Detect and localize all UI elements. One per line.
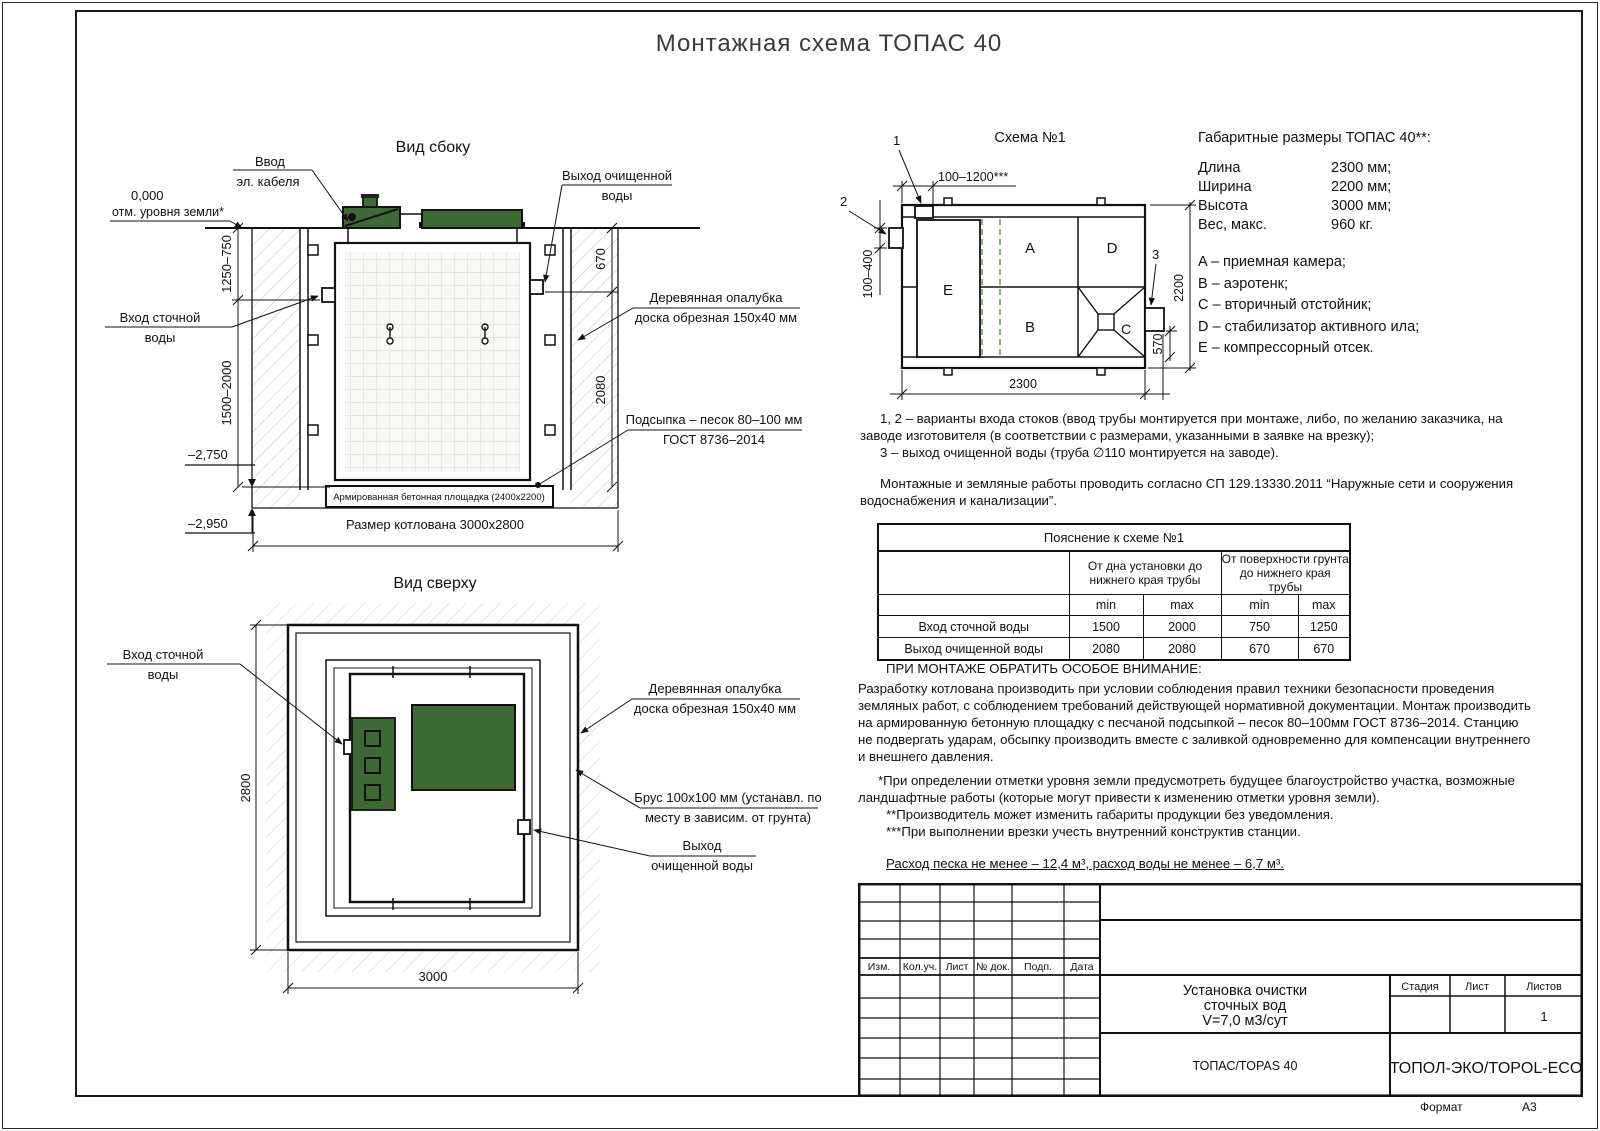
scheme-structure	[889, 198, 1164, 375]
svg-text:Дата: Дата	[1070, 961, 1094, 973]
dim-row: Вес, макс. 960 кг.	[1198, 217, 1374, 233]
svg-text:V=7,0 м3/сут: V=7,0 м3/сут	[1202, 1013, 1288, 1029]
svg-text:№ док.: № док.	[976, 961, 1010, 973]
compartment-legend: A – приемная камера; B – аэротенк; C – вторичный отстойник; D – стабилизатор активного ила; E – компрессорный отсек.	[1198, 254, 1420, 356]
svg-text:Подсыпка – песок 80–100 мм: Подсыпка – песок 80–100 мм	[625, 412, 803, 427]
attention-body: Разработку котлована производить при условии соблюдения правил техники безопасности проведения земляных работ, с соблюдением требований действующей нормативной документации. Монтаж производить на армированную бетонную площадку с песчаной подсыпкой – песок 80–100мм ГОСТ 8736–2014. Станцию не подвергать ударам, обсыпку производить вместе с заливкой одновременно для компенсации внутреннего и внешнего давления.	[858, 681, 1531, 764]
level-marks	[185, 447, 256, 533]
note-sp: Монтажные и земляные работы проводить согласно СП 129.13330.2011 “Наружные сети и сооружения водоснабжения и канализации”.	[860, 476, 1514, 508]
footnote-3: ***При выполнении врезки учесть внутренний конструктив станции.	[886, 824, 1301, 839]
svg-text:E: E	[942, 282, 954, 299]
model-name: ТОПАС/TOPAS 40	[1192, 1059, 1298, 1073]
dim-2800: 2800	[238, 773, 253, 803]
consumption-note: Расход песка не менее – 12,4 м³, расход воды не менее – 6,7 м³.	[886, 856, 1284, 871]
company-name: ТОПОЛ-ЭКО/TOPOL-ECO	[1389, 1060, 1583, 1077]
overall-title: Габаритные размеры ТОПАС 40**:	[1198, 130, 1431, 146]
svg-text:доска обрезная 150х40 мм: доска обрезная 150х40 мм	[634, 310, 798, 325]
footnote-1: *При определении отметки уровня земли предусмотреть будущее благоустройство участка, возможные ландшафтные работы (которые могут привести к изменению отметки уровня земли).	[858, 773, 1515, 805]
max-header: max	[1143, 595, 1221, 616]
svg-text:воды: воды	[601, 188, 633, 203]
svg-text:Вход сточной: Вход сточной	[119, 310, 201, 325]
table-title: Пояснение к схеме №1	[878, 524, 1350, 551]
min-header: min	[1069, 595, 1143, 616]
svg-text:Лист: Лист	[945, 961, 969, 973]
max-header: max	[1298, 595, 1350, 616]
side-view-structure	[205, 214, 700, 508]
attention-block	[858, 660, 1536, 872]
dim-3000: 3000	[418, 969, 448, 984]
sheet-header: Лист	[1465, 981, 1489, 993]
svg-text:A: A	[1024, 240, 1036, 257]
notes-block	[860, 410, 1528, 509]
dim-row: Длина 2300 мм;	[1198, 160, 1392, 176]
table-row: Выход очищенной воды 2080 2080 670 670	[878, 638, 1350, 661]
svg-text:–2,750: –2,750	[188, 447, 228, 462]
table-row: Вход сточной воды 1500 2000 750 1250	[878, 616, 1350, 638]
svg-text:0,000: 0,000	[131, 188, 164, 203]
svg-text:Выход очищенной: Выход очищенной	[561, 168, 673, 183]
pit-size-label: Размер котлована 3000х2800	[345, 517, 525, 532]
footnote-2: **Производитель может изменить габариты продукции без уведомления.	[886, 807, 1334, 822]
title-block	[858, 883, 1583, 1097]
svg-text:C: C	[1120, 321, 1132, 337]
dim-left-top: 1250–750	[219, 235, 234, 293]
side-view-drawing	[80, 120, 830, 565]
table-group1: От дна установки до нижнего края трубы	[1069, 551, 1221, 595]
explanation-table	[877, 523, 1351, 661]
svg-text:Кол.уч.: Кол.уч.	[902, 961, 938, 973]
svg-text:Подп.: Подп.	[1024, 961, 1052, 973]
sheets-header: Листов	[1526, 981, 1562, 993]
revision-headers	[868, 961, 1094, 973]
tank-covers	[343, 194, 525, 228]
svg-text:Установка очистки: Установка очистки	[1182, 983, 1308, 999]
svg-text:сточных вод: сточных вод	[1203, 998, 1287, 1014]
table-group2: От поверхности грунта до нижнего края трубы	[1221, 552, 1349, 594]
dim-570: 570	[1151, 333, 1165, 355]
product-title	[1183, 983, 1307, 1029]
stage-header: Стадия	[1401, 981, 1439, 993]
scheme-drawing	[820, 125, 1220, 415]
dim-2200: 2200	[1172, 274, 1186, 302]
svg-text:Деревянная опалубка: Деревянная опалубка	[648, 681, 782, 696]
scheme-title: Схема №1	[994, 130, 1066, 146]
dim-left-bottom: 1500–2000	[219, 360, 234, 426]
sheet-title: Монтажная схема ТОПАС 40	[655, 30, 1003, 57]
slab-label: Армированная бетонная площадка (2400х2200)	[333, 492, 545, 503]
svg-text:–2,950: –2,950	[188, 516, 228, 531]
format-value: А3	[1522, 1100, 1537, 1114]
svg-text:2: 2	[840, 194, 848, 209]
note-variants: 1, 2 – варианты входа стоков (ввод трубы монтируется при монтаже, либо, по желанию заказчика, на заводе изготовителя (в соответствии с размерами, указанными в заявке на врезку);	[860, 411, 1503, 443]
top-view-title: Вид сверху	[393, 575, 477, 592]
table-corner	[878, 551, 1069, 595]
svg-text:Деревянная опалубка: Деревянная опалубка	[649, 290, 783, 305]
svg-text:1: 1	[893, 133, 901, 148]
note-outlet: 3 – выход очищенной воды (труба ∅110 монтируется на заводе).	[880, 445, 1279, 460]
format-label: Формат	[1420, 1100, 1463, 1114]
top-view-drawing	[80, 570, 830, 1020]
svg-text:воды: воды	[147, 667, 179, 682]
svg-text:3: 3	[1152, 247, 1160, 262]
dim-top-inlet: 100–1200***	[938, 170, 1009, 184]
dim-row: Высота 3000 мм;	[1198, 198, 1392, 214]
sheets-value: 1	[1540, 1009, 1548, 1024]
dim-right-top: 670	[593, 248, 608, 270]
svg-text:очищенной воды: очищенной воды	[651, 858, 753, 873]
dim-row: Ширина 2200 мм;	[1198, 179, 1392, 195]
dim-2300: 2300	[1009, 377, 1037, 391]
svg-text:D: D	[1106, 240, 1118, 257]
svg-text:доска обрезная 150х40 мм: доска обрезная 150х40 мм	[633, 701, 797, 716]
min-header: min	[1221, 595, 1298, 616]
svg-text:месту в зависим. от грунта): месту в зависим. от грунта)	[644, 810, 812, 825]
dim-left-inlet: 100–400	[861, 249, 875, 299]
svg-text:эл. кабеля: эл. кабеля	[236, 174, 300, 189]
side-view-title: Вид сбоку	[395, 139, 471, 156]
svg-text:Изм.: Изм.	[867, 961, 891, 973]
svg-text:воды: воды	[144, 330, 176, 345]
svg-text:ГОСТ 8736–2014: ГОСТ 8736–2014	[662, 432, 766, 447]
svg-text:Брус 100х100 мм (устанавл. по: Брус 100х100 мм (устанавл. по	[634, 790, 822, 805]
svg-text:Выход: Выход	[682, 838, 722, 853]
svg-text:B: B	[1024, 319, 1036, 336]
dim-right-bottom: 2080	[593, 375, 608, 405]
format-note	[1420, 1100, 1583, 1114]
overall-dimensions-block	[1198, 130, 1538, 360]
svg-text:Вход сточной: Вход сточной	[122, 647, 204, 662]
attention-heading: ПРИ МОНТАЖЕ ОБРАТИТЬ ОСОБОЕ ВНИМАНИЕ:	[886, 661, 1202, 676]
svg-text:Ввод: Ввод	[255, 154, 285, 169]
svg-text:отм. уровня земли*: отм. уровня земли*	[112, 205, 225, 219]
